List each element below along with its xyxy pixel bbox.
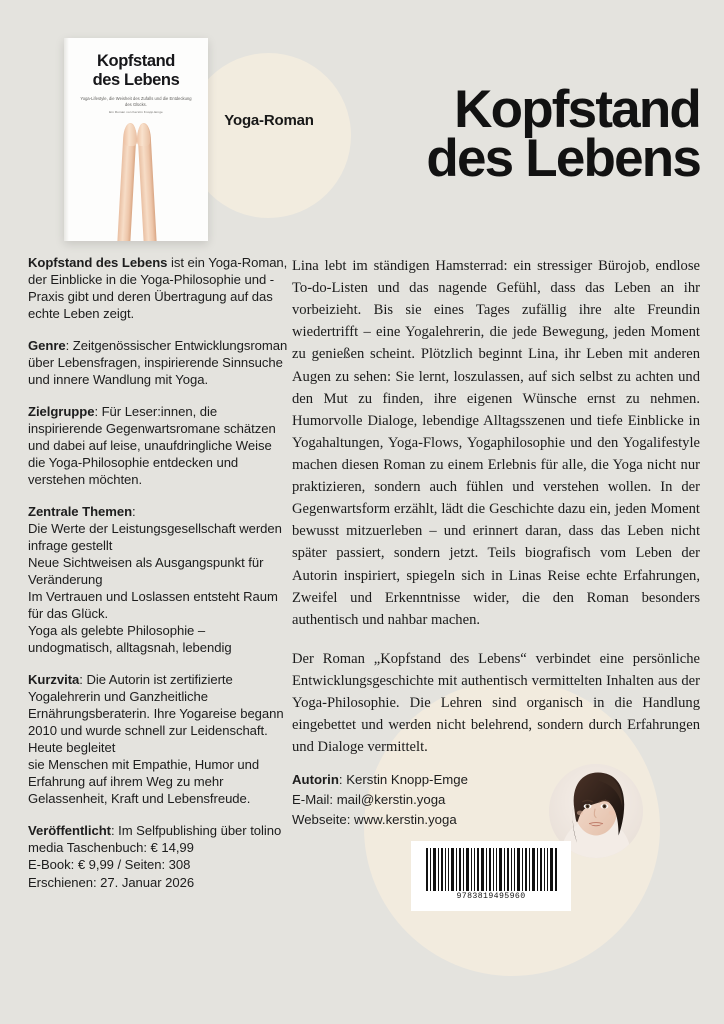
website-line[interactable]: Webseite: www.kerstin.yoga — [292, 812, 457, 828]
genre-paragraph — [28, 337, 290, 388]
page-title-line2: des Lebens — [426, 128, 700, 188]
veroeffentlicht-text: : Im Selfpublishing über tolino media Taschenbuch: € 14,99 E-Book: € 9,99 / Seiten: 308 Erschienen: 27. Januar 2026 — [28, 823, 282, 890]
cover-title — [72, 52, 200, 89]
page-title-line1: Kopfstand — [454, 80, 700, 139]
genre-badge-label: Yoga-Roman — [224, 112, 314, 129]
veroeffentlicht-paragraph — [28, 822, 290, 890]
synopsis-column — [292, 255, 700, 775]
synopsis-paragraph-1: Lina lebt im ständigen Hamsterrad: ein stressiger Bürojob, endlose To-do-Listen und das nagende Gefühl, dass das Leben an ihr vorbeizieht. Bis sie eines Tages zufällig ihre alte Freundin wiedertrifft – eine Yogalehrerin, die jede Bewegung, jeden Moment zu genießen scheint. Plötzlich beginnt Lina, ihr Leben mit anderen Augen zu sehen: Sie lernt, loszulassen, auf sich selbst zu achten und den Mut zu finden, ihre eigenen Wünsche ernst zu nehmen. Humorvolle Dialoge, lebendige Alltagsszenen und tiefe Einblicke in Yogahaltungen, Yoga-Flows, Yogaphilosophie und den Yogalifestyle machen diesen Roman zu einem Erlebnis für alle, die Yoga nicht nur praktizieren, sondern auch fühlen und verstehen wollen. In der Gegenwartsform erzählt, lädt die Geschichte dazu ein, jeden Moment bewusst mitzuerleben – und erinnert daran, dass das Leben nicht später passiert, sondern jetzt. Teils biografisch vom Leben der Autorin inspiriert, spiegeln sich in Linas Reise echte Erfahrungen, Zweifel und Erkenntnisse wider, die den Roman besonders authentisch und nahbar machen. — [292, 258, 700, 628]
author-line — [292, 770, 572, 790]
synopsis-paragraph-2: Der Roman „Kopfstand des Lebens“ verbindet eine persönliche Entwicklungsgeschichte mit authentisch vermittelten Inhalten aus der Yoga-Philosophie. Die Lehren sind organisch in die Handlung eingebettet und werden nicht belehrend, sondern durch Erfahrungen und Dialoge vermittelt. — [292, 650, 700, 756]
genre-text: : Zeitgenössischer Entwicklungsroman über Lebensfragen, inspirierende Sinnsuche und innere Wandlung mit Yoga. — [28, 338, 288, 388]
email-line[interactable]: E-Mail: mail@kerstin.yoga — [292, 792, 446, 808]
zielgruppe-text: : Für Leser:innen, die inspirierende Gegenwartsromane schätzen und dabei auf leise, unaufdringliche Weise die Yoga-Philosophie entdecken und verstehen möchten. — [28, 404, 276, 488]
genre-label: Genre — [28, 338, 66, 354]
intro-paragraph — [28, 254, 290, 322]
themen-text: : Die Werte der Leistungsgesellschaft werden infrage gestellt Neue Sichtweisen als Ausgangspunkt für Veränderung Im Vertrauen und Loslassen entsteht Raum für das Glück. Yoga als gelebte Philosophie – undogmatisch, alltagsnah, lebendig — [28, 504, 282, 656]
themen-paragraph — [28, 503, 290, 656]
veroeffentlicht-label: Veröffentlicht — [28, 823, 111, 839]
foot-right — [137, 124, 150, 146]
isbn-barcode — [411, 841, 571, 911]
author-label: Autorin — [292, 772, 339, 787]
cover-subtitle: Yoga-Lifestyle, die Weisheit des Zufalls und die Entdeckung des Glücks. — [80, 96, 192, 108]
themen-label: Zentrale Themen — [28, 504, 133, 520]
page-title — [280, 80, 700, 188]
cover-title-line1: Kopfstand — [97, 52, 175, 70]
isbn-number: 9783819495960 — [456, 892, 526, 901]
kurzvita-label: Kurzvita — [28, 672, 80, 688]
foot-left — [124, 124, 137, 146]
author-name: : Kerstin Knopp-Emge — [338, 772, 468, 787]
kurzvita-paragraph — [28, 671, 290, 807]
zielgruppe-label: Zielgruppe — [28, 404, 95, 420]
book-cover-image — [64, 38, 208, 241]
barcode-bars-icon — [425, 848, 557, 891]
zielgruppe-paragraph — [28, 403, 290, 488]
cover-byline: Ein Roman von Kerstin Knopp-Emge — [109, 110, 163, 114]
left-info-column — [28, 254, 290, 906]
kurzvita-text: : Die Autorin ist zertifizierte Yogalehrerin und Ganzheitliche Ernährungsberaterin. Ihre Yogareise begann 2010 und wurde schnell zur Leidenschaft. Heute begleitet sie Menschen mit Empathie, Humor und Erfahrung auf ihrem Weg zu mehr Gelassenheit, Kraft und Lebensfreude. — [28, 672, 284, 807]
headstand-legs-icon — [64, 124, 208, 241]
intro-lead: Kopfstand des Lebens — [28, 255, 168, 270]
contact-block — [292, 770, 572, 830]
cover-title-line2: des Lebens — [92, 70, 180, 89]
intro-text: ist ein Yoga-Roman, der Einblicke in die Yoga-Philosophie und -Praxis gibt und deren Übertragung auf das echte Leben zeigt. — [28, 255, 288, 322]
